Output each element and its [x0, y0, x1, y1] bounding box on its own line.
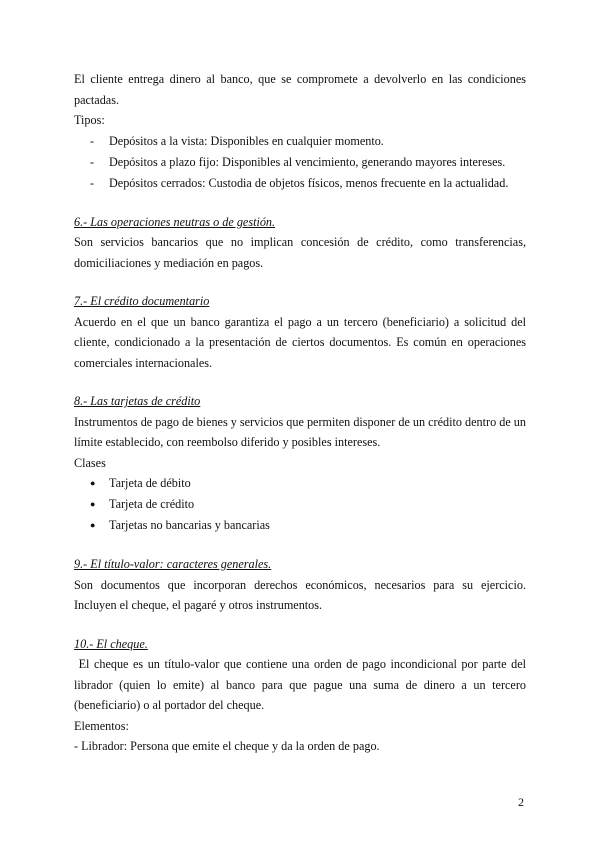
section-10-heading: 10.- El cheque.	[74, 636, 148, 651]
dash-marker: -	[90, 175, 95, 190]
bullet-marker: ●	[90, 499, 96, 509]
list-item-text: Depósitos cerrados: Custodia de objetos físicos, menos frecuente en la actualidad.	[109, 175, 509, 190]
list-item-text: Tarjetas no bancarias y bancarias	[109, 518, 270, 532]
intro-paragraph: El cliente entrega dinero al banco, que se compromete a devolverlo en las condiciones pactadas.	[74, 72, 526, 107]
list-item	[74, 152, 526, 173]
section-6-paragraph: Son servicios bancarios que no implican concesión de crédito, como transferencias, domiciliaciones y mediación en pagos.	[74, 235, 526, 270]
section-8-heading: 8.- Las tarjetas de crédito	[74, 394, 201, 408]
bullet-marker: ●	[90, 520, 96, 530]
list-item	[74, 131, 526, 152]
list-item	[74, 173, 526, 194]
tipos-label: Tipos:	[74, 113, 105, 127]
section-8-paragraph: Instrumentos de pago de bienes y servicios que permiten disponer de un crédito dentro de un límite establecido, con reembolso diferido y posibles intereses.	[74, 414, 526, 449]
section-7-heading: 7.- El crédito documentario	[74, 294, 210, 308]
list-item	[74, 494, 526, 515]
section-9-paragraph: Son documentos que incorporan derechos económicos, necesarios para su ejercicio. Incluyen el cheque, el pagaré y otros instrumentos.	[74, 577, 526, 612]
elementos-label: Elementos:	[74, 718, 129, 733]
bullet-marker: ●	[90, 478, 96, 488]
section-6-heading: 6.- Las operaciones neutras o de gestión.	[74, 214, 276, 229]
dash-marker: -	[90, 133, 95, 148]
page-number: 2	[518, 795, 524, 809]
list-item-text: Depósitos a la vista: Disponibles en cualquier momento.	[109, 133, 384, 148]
clases-list	[74, 473, 526, 536]
list-item	[74, 515, 526, 536]
list-item-text: Depósitos a plazo fijo: Disponibles al vencimiento, generando mayores intereses.	[109, 154, 506, 169]
section-9-heading: 9.- El título-valor: caracteres generales.	[74, 557, 272, 571]
tipos-list	[74, 131, 526, 194]
list-item-text: Tarjeta de crédito	[109, 497, 195, 511]
elementos-first-item: - Librador: Persona que emite el cheque y da la orden de pago.	[74, 739, 380, 753]
list-item	[74, 473, 526, 494]
section-7-paragraph: Acuerdo en el que un banco garantiza el pago a un tercero (beneficiario) a solicitud del cliente, condicionado a la presentación de ciertos documentos. Es común en operaciones comerciales internacionales.	[74, 314, 526, 370]
section-10-paragraph: El cheque es un título-valor que contiene una orden de pago incondicional por parte del librador (quien lo emite) al banco para que pague una suma de dinero a un tercero (beneficiario) o al portador del cheque.	[74, 657, 530, 712]
page-content	[74, 69, 530, 757]
clases-label: Clases	[74, 455, 106, 470]
list-item-text: Tarjeta de débito	[109, 476, 191, 490]
dash-marker: -	[90, 154, 95, 169]
